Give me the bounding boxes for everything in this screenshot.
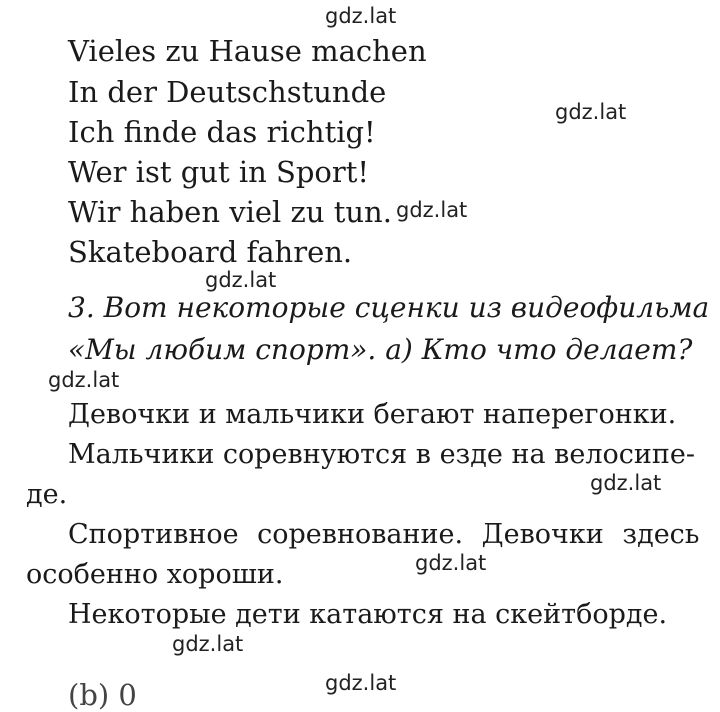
task-heading-line-2: «Мы любим спорт». а) Кто что делает?: [68, 333, 693, 366]
watermark: gdz.lat: [325, 4, 397, 28]
watermark: gdz.lat: [396, 198, 468, 222]
german-line-1: Vieles zu Hause machen: [68, 34, 427, 68]
task-heading-line-1: 3. Вот некоторые сценки из видеофильма: [68, 291, 710, 324]
sentence-1: Девочки и мальчики бегают наперегонки.: [68, 399, 677, 430]
watermark: gdz.lat: [415, 551, 487, 575]
sentence-4: Некоторые дети катаются на скейтборде.: [68, 599, 668, 630]
cut-off-line: (b) 0: [68, 678, 137, 712]
german-line-4: Wer ist gut in Sport!: [68, 155, 370, 189]
sentence-3: Спортивное соревнование. Девочки здесь: [68, 519, 700, 550]
watermark: gdz.lat: [205, 268, 277, 292]
german-line-2: In der Deutschstunde: [68, 75, 387, 109]
german-line-6: Skateboard fahren.: [68, 235, 353, 269]
sentence-3-continuation: особенно хороши.: [26, 559, 284, 590]
watermark: gdz.lat: [172, 632, 244, 656]
sentence-2: Мальчики соревнуются в езде на велосипе-: [68, 439, 695, 470]
watermark: gdz.lat: [555, 100, 627, 124]
german-line-5: Wir haben viel zu tun.: [68, 195, 392, 229]
german-line-3: Ich finde das richtig!: [68, 115, 376, 149]
watermark: gdz.lat: [48, 368, 120, 392]
sentence-2-continuation: де.: [26, 479, 68, 510]
watermark: gdz.lat: [325, 671, 397, 695]
watermark: gdz.lat: [590, 471, 662, 495]
